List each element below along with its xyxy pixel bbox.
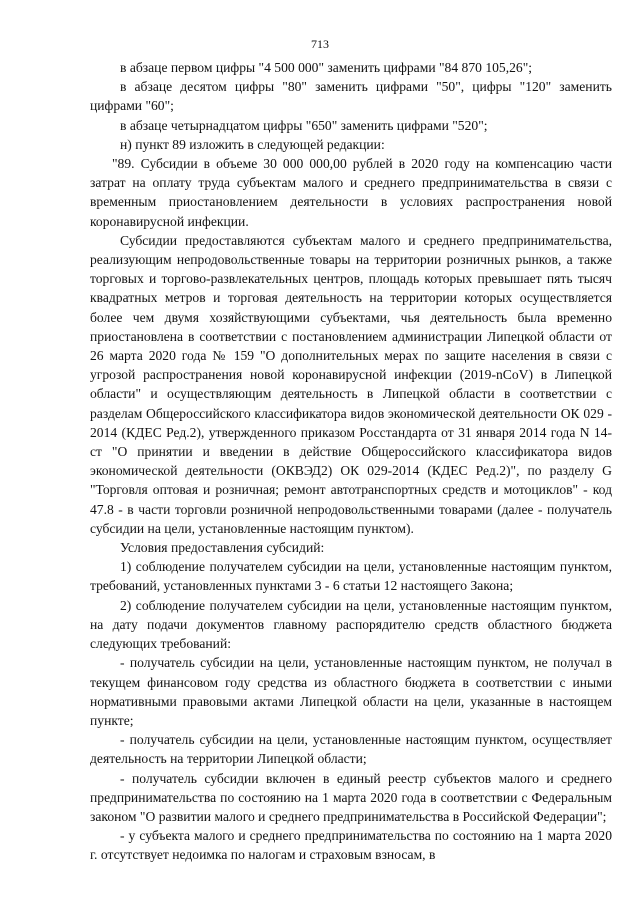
paragraph-conditions-heading: Условия предоставления субсидий: [120,540,325,556]
paragraph-amend-first: в абзаце первом цифры "4 500 000" заменить цифрами "84 870 105,26"; [120,60,533,75]
paragraph-requirement-4: - у субъекта малого и среднего предпринимательства по состоянию на 1 марта 2020 г. отсутствует недоимка по налогам и страховым взносам, в [90,828,612,863]
paragraph-condition-2: 2) соблюдение получателем субсидии на цели, установленные настоящим пунктом, на дату подачи документов главному распорядителю средств областного бюджета следующих требований: [90,597,612,652]
paragraph-amend-fourteenth: в абзаце четырнадцатом цифры "650" заменить цифрами "520"; [120,117,488,133]
document-body [90,58,612,865]
paragraph-subsidy-recipients: Субсидии предоставляются субъектам малого и среднего предпринимательства, реализующим непродовольственные товары на территории розничных рынков, а также торговых и торгово-развлекательных центров, площадь которых превышает пять тысяч квадратных метров и торговая деятельность на территории которых осуществляется более чем двумя хозяйствующими субъектами, чья деятельность была временно приостановлена в соответствии с постановлением администрации Липецкой области от 26 марта 2020 года № 159 "О дополнительных мерах по защите населения в связи с угрозой распространения новой коронавирусной инфекции (2019-nCoV) в Липецкой области" и осуществляющим деятельность в Липецкой области в соответствии с разделам Общероссийского классификатора видов экономической деятельности ОК 029 - 2014 (КДЕС Ред.2), утвержденного приказом Росстандарта от 31 января 2014 года N 14-ст "О принятии и введении в действие Общероссийского классификатора видов экономической деятельности (ОКВЭД2) ОК 029-2014 (КДЕС Ред.2)", по разделу G "Торговля оптовая и розничная; ремонт автотранспортных средств и мотоциклов" - код 47.8 - в части торговли розничной непродовольственными товарами (далее - получатель субсидии на цели, установленные настоящим пунктом). [90,232,612,536]
paragraph-requirement-2: - получатель субсидии на цели, установленные настоящим пунктом, осуществляет деятельность на территории Липецкой области; [90,732,612,767]
paragraph-requirement-3: - получатель субсидии включен в единый реестр субъектов малого и среднего предпринимательства по состоянию на 1 марта 2020 года в соответствии с Федеральным законом "О развитии малого и среднего предпринимательства в Российской Федерации"; [90,770,612,824]
paragraph-item-n: н) пункт 89 изложить в следующей редакции: [120,136,385,152]
page-number: 713 [311,37,329,51]
paragraph-amend-tenth: в абзаце десятом цифры "80" заменить цифрами "50", цифры "120" заменить цифрами "60"; [90,79,612,114]
paragraph-requirement-1: - получатель субсидии на цели, установленные настоящим пунктом, не получал в текущем финансовом году средства из областного бюджета в соответствии с иными нормативными правовыми актами Липецкой области на цели, указанные в настоящем пункте; [90,655,612,728]
paragraph-point-89: "89. Субсидии в объеме 30 000 000,00 рублей в 2020 году на компенсацию части затрат на оплату труда субъектам малого и среднего предпринимательства в связи с временным приостановлением деятельности в условиях распространения новой коронавирусной инфекции. [90,156,612,229]
paragraph-condition-1: 1) соблюдение получателем субсидии на цели, установленные настоящим пунктом, требований, установленных пунктами 3 - 6 статьи 12 настоящего Закона; [90,559,612,594]
